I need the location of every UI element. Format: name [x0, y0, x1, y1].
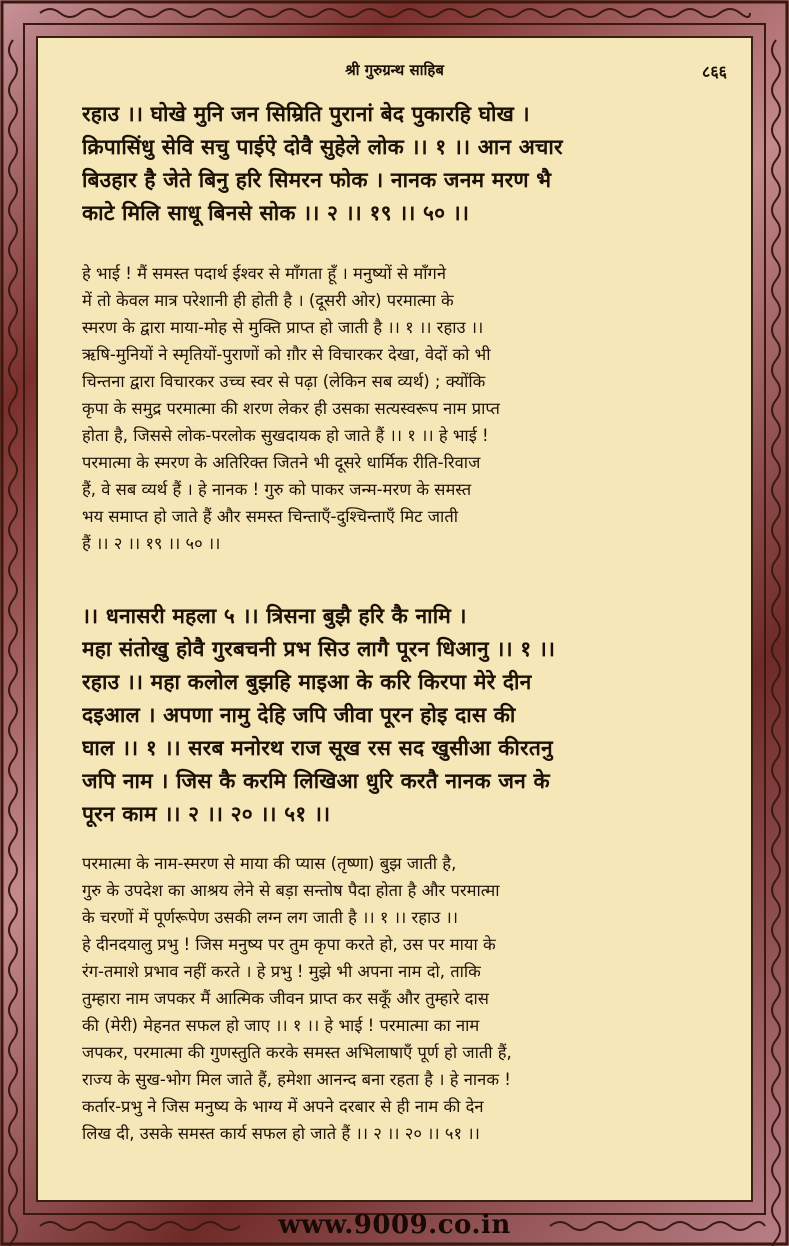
gurbani-line: रहाउ ।। घोखे मुनि जन सिम्रिति पुरानां बेद पुकारहि घोख । — [82, 102, 530, 126]
gurbani-line: ।। धनासरी महला ५ ।। त्रिसना बुझै हरि कै नामि । — [82, 604, 467, 628]
page-number: ८६६ — [702, 62, 727, 81]
meaning-line: होता है, जिससे लोक-परलोक सुखदायक हो जाते हैं ।। १ ।। हे भाई ! — [82, 426, 489, 445]
meaning-line: हैं, वे सब व्यर्थ हैं । हे नानक ! गुरु को पाकर जन्म-मरण के समस्त — [82, 480, 472, 499]
scripture-page — [36, 36, 753, 1202]
meaning-line: के चरणों में पूर्णरूपेण उसकी लग्न लग जाती है ।। १ ।। रहाउ ।। — [82, 908, 459, 927]
meaning-line: हैं ।। २ ।। १९ ।। ५० ।। — [82, 534, 221, 553]
meaning-line: चिन्तना द्वारा विचारकर उच्च स्वर से पढ़ा (लेकिन सब व्यर्थ) ; क्योंकि — [82, 372, 486, 391]
meaning-line: परमात्मा के नाम-स्मरण से माया की प्यास (तृष्णा) बुझ जाती है, — [82, 854, 457, 873]
meaning-line: ऋषि-मुनियों ने स्मृतियों-पुराणों को ग़ौर से विचारकर देखा, वेदों को भी — [82, 345, 491, 364]
gurbani-verse-1 — [82, 98, 722, 230]
gurbani-line: बिउहार है जेते बिनु हरि सिमरन फोक । नानक जनम मरण भै — [82, 168, 552, 192]
meaning-line: तुम्हारा नाम जपकर मैं आत्मिक जीवन प्राप्त कर सकूँ और तुम्हारे दास — [82, 989, 489, 1008]
meaning-line: राज्य के सुख-भोग मिल जाते हैं, हमेशा आनन्द बना रहता है । हे नानक ! — [82, 1070, 511, 1089]
meaning-line: कृपा के समुद्र परमात्मा की शरण लेकर ही उसका सत्यस्वरूप नाम प्राप्त — [82, 399, 500, 418]
page-title: श्री गुरुग्रन्थ साहिब — [345, 61, 444, 79]
meaning-line: हे दीनदयालु प्रभु ! जिस मनुष्य पर तुम कृपा करते हो, उस पर माया के — [82, 935, 496, 954]
gurbani-line: घाल ।। १ ।। सरब मनोरथ राज सूख रस सद खुसीआ कीरतनु — [82, 736, 553, 760]
meaning-line: कर्तार-प्रभु ने जिस मनुष्य के भाग्य में अपने दरबार से ही नाम की देन — [82, 1097, 484, 1116]
gurbani-line: क्रिपासिंधु सेवि सचु पाईऐ दोवै सुहेले लोक ।। १ ।। आन अचार — [82, 135, 563, 159]
meaning-line: गुरु के उपदेश का आश्रय लेने से बड़ा सन्तोष पैदा होता है और परमात्मा — [82, 881, 500, 900]
gurbani-line: पूरन काम ।। २ ।। २० ।। ५१ ।। — [82, 802, 331, 826]
meaning-line: परमात्मा के स्मरण के अतिरिक्त जितने भी दूसरे धार्मिक रीति-रिवाज — [82, 453, 481, 472]
meaning-line: हे भाई ! मैं समस्त पदार्थ ईश्वर से माँगता हूँ । मनुष्यों से माँगने — [82, 264, 446, 283]
gurbani-verse-2 — [82, 600, 722, 831]
website-link[interactable]: www.9009.co.in — [278, 1210, 511, 1240]
meaning-line: रंग-तमाशे प्रभाव नहीं करते । हे प्रभु ! मुझे भी अपना नाम दो, ताकि — [82, 962, 481, 981]
meaning-line: भय समाप्त हो जाते हैं और समस्त चिन्ताएँ-दुश्चिन्ताएँ मिट जाती — [82, 507, 458, 526]
meaning-line: लिख दी, उसके समस्त कार्य सफल हो जाते हैं ।। २ ।। २० ।। ५१ ।। — [82, 1124, 480, 1143]
meaning-paragraph-1 — [82, 260, 722, 557]
meaning-paragraph-2 — [82, 850, 722, 1147]
gurbani-line: महा संतोखु होवै गुरबचनी प्रभ सिउ लागै पूरन धिआनु ।। १ ।। — [82, 637, 556, 661]
meaning-line: की (मेरी) मेहनत सफल हो जाए ।। १ ।। हे भाई ! परमात्मा का नाम — [82, 1016, 480, 1035]
gurbani-line: काटे मिलि साधू बिनसे सोक ।। २ ।। १९ ।। ५० ।। — [82, 201, 470, 225]
gurbani-line: जपि नाम । जिस कै करमि लिखिआ धुरि करतै नानक जन के — [82, 769, 550, 793]
meaning-line: स्मरण के द्वारा माया-मोह से मुक्ति प्राप्त हो जाती है ।। १ ।। रहाउ ।। — [82, 318, 484, 337]
gurbani-line: दइआल । अपणा नामु देहि जपि जीवा पूरन होइ दास की — [82, 703, 516, 727]
page-header — [38, 60, 751, 84]
gurbani-line: रहाउ ।। महा कलोल बुझहि माइआ के करि किरपा मेरे दीन — [82, 670, 532, 694]
meaning-line: जपकर, परमात्मा की गुणस्तुति करके समस्त अभिलाषाएँ पूर्ण हो जाती हैं, — [82, 1043, 512, 1062]
meaning-line: में तो केवल मात्र परेशानी ही होती है । (दूसरी ओर) परमात्मा के — [82, 291, 454, 310]
